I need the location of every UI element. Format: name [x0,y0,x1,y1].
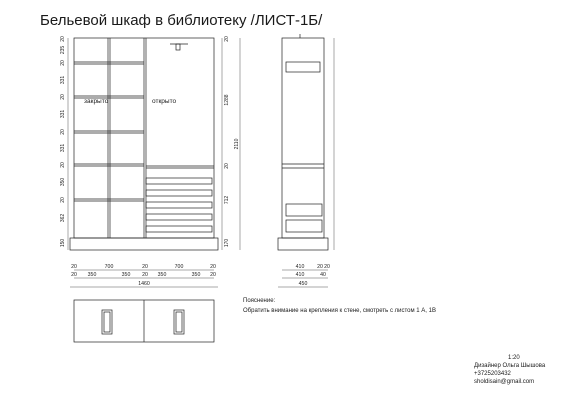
front-left-dimensions [60,36,66,247]
dim-left-9: 350 [60,177,66,187]
dim-bottom-r1-2: 20 [142,264,148,270]
designer-email: sholdisain@gmail.com [474,379,535,385]
dim-right-2: 20 [224,163,230,169]
wardrobe-front-view [70,38,218,250]
front-right-dimensions [224,36,240,247]
dim-left-7: 331 [60,143,66,153]
dim-bottom-r2-3: 20 [142,272,148,278]
dim-bottom-r2-6: 20 [210,272,216,278]
dim-bottom-r2-0: 20 [71,272,77,278]
note-heading: Пояснение: [243,298,276,304]
dim-left-1: 235 [60,45,66,55]
dim-right-3: 712 [224,195,230,205]
designer-phone: +3725203432 [474,371,511,377]
scale-label: 1:20 [508,355,520,361]
dim-right-0: 20 [224,36,230,42]
dim-left-2: 20 [60,60,66,66]
dim-side-r1-2: 20 [324,264,330,270]
dim-right-4: 170 [224,238,230,248]
dim-left-4: 20 [60,94,66,100]
designer-name: Дизайнер Ольга Шышова [474,363,546,369]
dim-bottom-r1-0: 20 [71,264,77,270]
dim-left-11: 362 [60,213,66,223]
dim-left-8: 20 [60,162,66,168]
bottom-dimensions [71,264,330,287]
dim-side-total: 450 [298,281,308,287]
wardrobe-side-view [278,34,328,250]
dim-left-6: 20 [60,129,66,135]
dim-bottom-r2-2: 350 [121,272,131,278]
dim-left-0: 20 [60,36,66,42]
dim-side-r1-0: 410 [295,264,305,270]
dim-bottom-r2-5: 350 [191,272,201,278]
dim-left-10: 20 [60,197,66,203]
dim-side-r2-0: 410 [295,272,305,278]
dim-bottom-r1-4: 20 [210,264,216,270]
dim-right-1: 1288 [224,94,230,106]
dim-left-12: 150 [60,238,66,248]
note-body: Обратить внимание на крепления к стене, смотреть с листом 1 А, 1В [243,308,436,314]
dim-total-height: 2110 [234,138,240,150]
dim-bottom-r2-1: 350 [87,272,97,278]
dim-total-width: 1460 [138,281,150,287]
dim-bottom-r2-4: 350 [157,272,167,278]
dim-bottom-r1-3: 700 [174,264,184,270]
dim-left-5: 331 [60,109,66,119]
open-label: открыто [152,98,177,105]
page-title: Бельевой шкаф в библиотеку /ЛИСТ-1Б/ [40,12,323,29]
dim-left-3: 331 [60,75,66,85]
dim-side-r1-1: 20 [317,264,323,270]
wardrobe-plan-view [74,300,214,342]
dim-side-r2-1: 40 [320,272,326,278]
dim-bottom-r1-1: 700 [104,264,114,270]
closed-label: закрыто [84,98,109,105]
